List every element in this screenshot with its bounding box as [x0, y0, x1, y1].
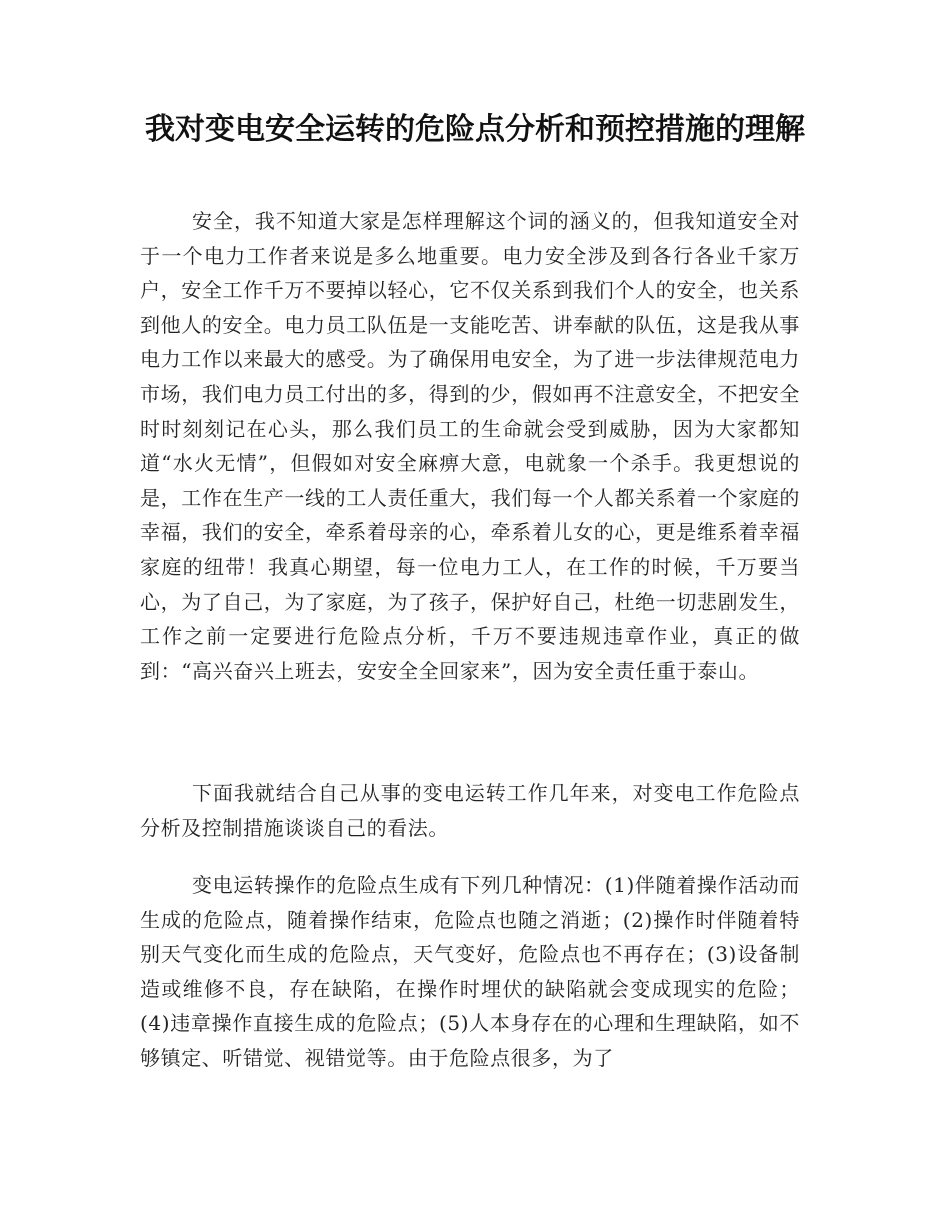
- paragraph-danger-points: 变电运转操作的危险点生成有下列几种情况：(1)伴随着操作活动而生成的危险点，随着操作结束，危险点也随之消逝；(2)操作时伴随着特别天气变化而生成的危险点，天气变好，危险点也不再存在；(3)设备制造或维修不良，存在缺陷，在操作时埋伏的缺陷就会变成现实的危险；(4)违章操作直接生成的危险点；(5)人本身存在的心理和生理缺陷，如不够镇定、听错觉、视错觉等。由于危险点很多，为了: [140, 873, 800, 1070]
- document-title: 我对变电安全运转的危险点分析和预控措施的理解: [145, 112, 805, 147]
- paragraph-safety-intro: 安全，我不知道大家是怎样理解这个词的涵义的，但我知道安全对于一个电力工作者来说是多么地重要。电力安全涉及到各行各业千家万户，安全工作千万不要掉以轻心，它不仅关系到我们个人的安全，也关系到他人的安全。电力员工队伍是一支能吃苦、讲奉献的队伍，这是我从事电力工作以来最大的感受。为了确保用电安全，为了进一步法律规范电力市场，我们电力员工付出的多，得到的少，假如再不注意安全，不把安全时时刻刻记在心头，那么我们员工的生命就会受到威胁，因为大家都知道“水火无情”，但假如对安全麻痹大意，电就象一个杀手。我更想说的是，工作在生产一线的工人责任重大，我们每一个人都关系着一个家庭的幸福，我们的安全，牵系着母亲的心，牵系着儿女的心，更是维系着幸福家庭的纽带！我真心期望，每一位电力工人，在工作的时候，千万要当心，为了自己，为了家庭，为了孩子，保护好自己，杜绝一切悲剧发生，工作之前一定要进行危险点分析，千万不要违规违章作业，真正的做到：“高兴奋兴上班去，安安全全回家来”，因为安全责任重于泰山。: [140, 209, 800, 683]
- paragraph-transition: 下面我就结合自己从事的变电运转工作几年来，对变电工作危险点分析及控制措施谈谈自己的看法。: [140, 781, 800, 840]
